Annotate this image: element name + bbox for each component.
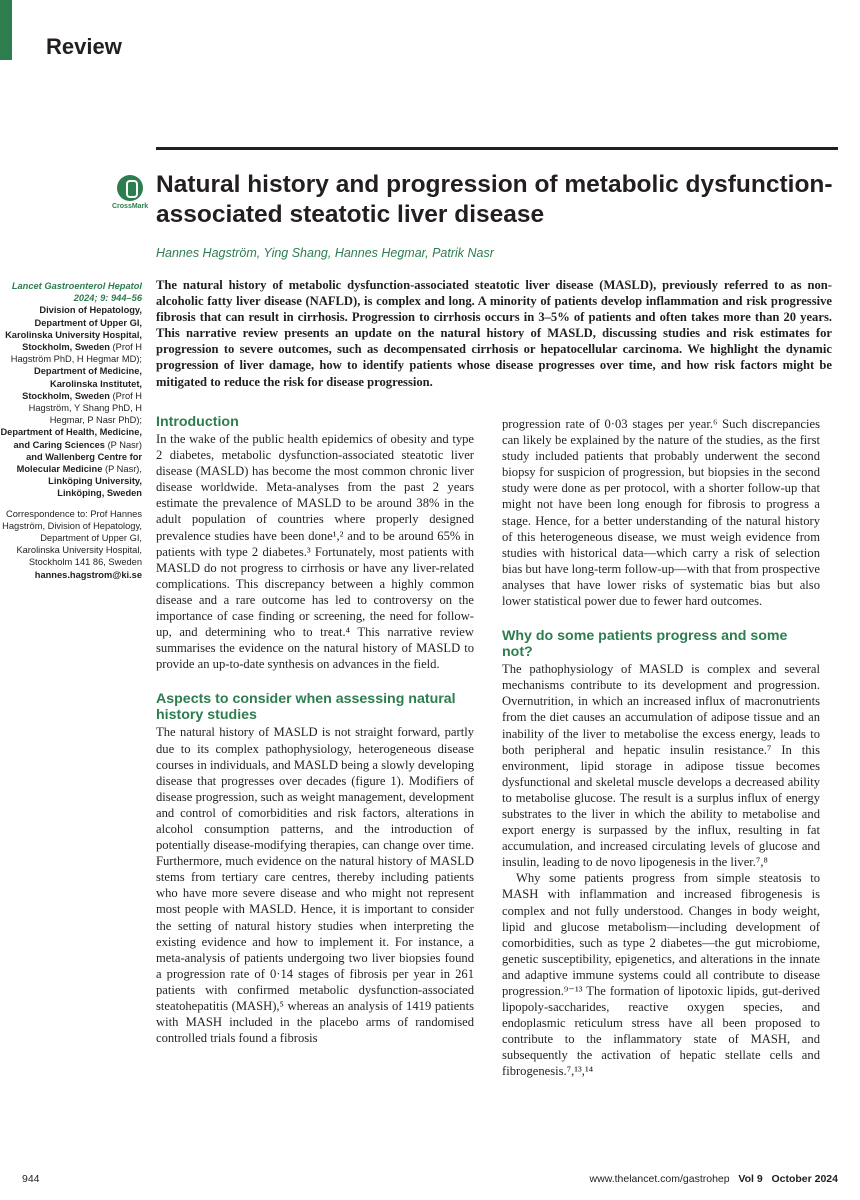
- page-number: 944: [22, 1173, 40, 1185]
- section-label: Review: [46, 34, 122, 59]
- affiliation-1-authors: (Prof H Hagström PhD, H Hegmar MD);: [10, 342, 142, 365]
- correspondence-label: Correspondence to:: [6, 508, 88, 519]
- affiliation-3-authors: (P Nasr): [107, 439, 142, 450]
- crossmark-badge[interactable]: [112, 175, 148, 210]
- body-column-left: [156, 414, 474, 1046]
- affiliation-1: Division of Hepatology, Department of Upper GI, Karolinska University Hospital, Stockholm, Sweden: [5, 305, 142, 353]
- heading-aspects: Aspects to consider when assessing natural history studies: [156, 691, 456, 724]
- abstract: The natural history of metabolic dysfunction-associated steatotic liver disease (MASLD), previously referred to as non-alcoholic fatty liver disease (NAFLD), is complex and long. A minority of patients develop inflammation and risk progressive fibrosis that can result in cirrhosis. Progression to cirrhosis occurs in 3–5% of patients and often takes more than 20 years. This narrative review presents an update on the natural history of MASLD, discussing studies and risk estimates for progression to severe outcomes, such as decompensated cirrhosis or hepatocellular carcinoma. We highlight the dynamic progression of liver damage, how to identify patients whose disease progresses over time, and how risk factors might be mitigated to reduce the risk for disease progression.: [156, 278, 832, 389]
- journal-date: October 2024: [771, 1173, 838, 1185]
- paragraph-aspects: The natural history of MASLD is not straight forward, partly due to its complex pathophysiology, heterogeneous disease courses in individuals, and MASLD being a slowly developing disease that progresses over decades (figure 1). Modifiers of disease progression, such as weight management, development and control of comorbidities and risk factors, alterations in alcohol consumption patterns, and the introduction of potentially disease-modifying therapies, can change over time. Furthermore, much evidence on the natural history of MASLD stems from tertiary care centres, thereby including patients who have more severe disease and who might not represent most people with MASLD. Hence, it is important to consider the setting of natural history studies when interpreting the existing evidence and how to implement it. For instance, a meta-analysis of patients undergoing two liver biopsies found a progression rate of 0·14 stages of fibrosis per year in 261 patients with confirmed metabolic dysfunction-associated steatohepatitis (MASH),⁵ whereas an analysis of 1419 patients with MASH included in the placebo arms of randomised controlled trials found a fibrosis: [156, 725, 474, 1046]
- paragraph-introduction: In the wake of the public health epidemics of obesity and type 2 diabetes, metabolic dysfunction-associated steatotic liver disease (MASLD) has become the most common chronic liver disease worldwide. Meta-analyses from the past 2 years estimate the prevalence of MASLD to be around 38% in the adult population of countries where properly designed prevalence studies have been done¹,² and to be around 65% in patients with type 2 diabetes.³ Fortunately, most patients with MASLD do not progress to cirrhosis or have any liver-related complications. This discrepancy between a highly common disease and a rare outcome has led to controversy on the importance of case finding or screening, the need for follow-up, and determining who to treat.⁴ This narrative review summarises the evidence on the natural history of MASLD to provide an up-to-date synthesis on advances in the field.: [156, 432, 474, 672]
- affiliation-2-authors: (Prof H Hagström, Y Shang PhD, H Hegmar, P Nasr PhD);: [28, 390, 142, 426]
- article-title: Natural history and progression of metabolic dysfunction-associated steatotic liver disease: [156, 171, 833, 228]
- journal-url[interactable]: www.thelancet.com/gastrohep: [589, 1173, 730, 1185]
- affiliation-4-authors: (P Nasr),: [104, 464, 142, 475]
- author-list: Hannes Hagström, Ying Shang, Hannes Hegmar, Patrik Nasr: [156, 246, 494, 260]
- affiliation-conjunction: and: [26, 451, 43, 462]
- correspondence: [0, 508, 142, 581]
- correspondence-email[interactable]: hannes.hagstrom@ki.se: [34, 569, 142, 580]
- affiliations: [0, 304, 142, 499]
- section-color-bar: [0, 0, 12, 60]
- journal-volume: Vol 9: [738, 1173, 763, 1185]
- heading-why-progress: Why do some patients progress and some not?: [502, 628, 788, 661]
- affiliation-4: Wallenberg Centre for Molecular Medicine: [16, 451, 142, 475]
- heading-introduction: Introduction: [156, 414, 239, 430]
- crossmark-icon: [117, 175, 143, 201]
- paragraph-pathophysiology: The pathophysiology of MASLD is complex and several mechanisms contribute to its development and progression. Overnutrition, in which an increased influx of macronutrients from the diet causes an accumulation of adipose tissue and an inability of the liver to metabolise the excess energy, leads to both peripheral and hepatic insulin resistance.⁷ In this environment, lipid storage in adipose tissue becomes dysfunctional and skeletal muscle develops a decreased ability to metabolise glucose. The result is a surplus influx of energy substrates to the liver in which the ability to metabolise and export energy is surpassed by the influx, resulting in fat accumulation, and increased circulating levels of glucose and insulin, leading to de novo lipogenesis in the liver.⁷,⁸: [502, 662, 820, 870]
- paragraph-progression: Why some patients progress from simple steatosis to MASH with inflammation and increased fibrogenesis is complex and not fully understood. Changes in body weight, lipid and glucose metabolism—including development of comorbidities, such as type 2 diabetes—the gut microbiome, genetic susceptibility, epigenetics, and alterations in the innate and adaptive immune systems could all contribute to disease progression.⁹⁻¹³ The formation of lipotoxic lipids, gut-derived lipopoly-saccharides, reactive oxygen species, and endoplasmic reticulum stress have all been proposed to contribute to the inflammatory state of MASH, and subsequently the activation of hepatic stellate cells and fibrogenesis.⁷,¹³,¹⁴: [502, 871, 820, 1079]
- paragraph-continued: progression rate of 0·03 stages per year.⁶ Such discrepancies can likely be explained by the nature of the studies, as the first study included patients that probably underwent the second biopsy for suspicion of progression, but biopsies in the second study were done as per protocol, with a shorter follow-up that might not have been long enough for fibrosis to progress a stage. Hence, for a better understanding of the natural history of this heterogeneous disease, we must weigh evidence from studies with historical data—which carry a risk of selection bias but have long-term follow-up—with that from prospective analyses that have lower risks of systematic bias but also lower statistical power due to fewer hard outcomes.: [502, 417, 820, 609]
- affiliation-3: Department of Health, Medicine, and Caring Sciences: [0, 427, 142, 450]
- crossmark-label: CrossMark: [112, 203, 149, 210]
- journal-citation: Lancet Gastroenterol Hepatol 2024; 9: 944–56: [11, 281, 142, 304]
- affiliation-2: Department of Medicine, Karolinska Institutet, Stockholm, Sweden: [22, 366, 142, 401]
- footer-journal-info: [590, 1173, 838, 1185]
- citation: [0, 280, 142, 304]
- affiliation-5: Linköping University, Linköping, Sweden: [48, 476, 142, 499]
- header-rule: [156, 147, 838, 150]
- body-column-right: [502, 416, 820, 1080]
- sidebar-notes: [0, 280, 142, 581]
- correspondence-address: Prof Hannes Hagström, Division of Hepatology, Department of Upper GI, Karolinska University Hospital, Stockholm 141 86, Sweden: [2, 508, 142, 568]
